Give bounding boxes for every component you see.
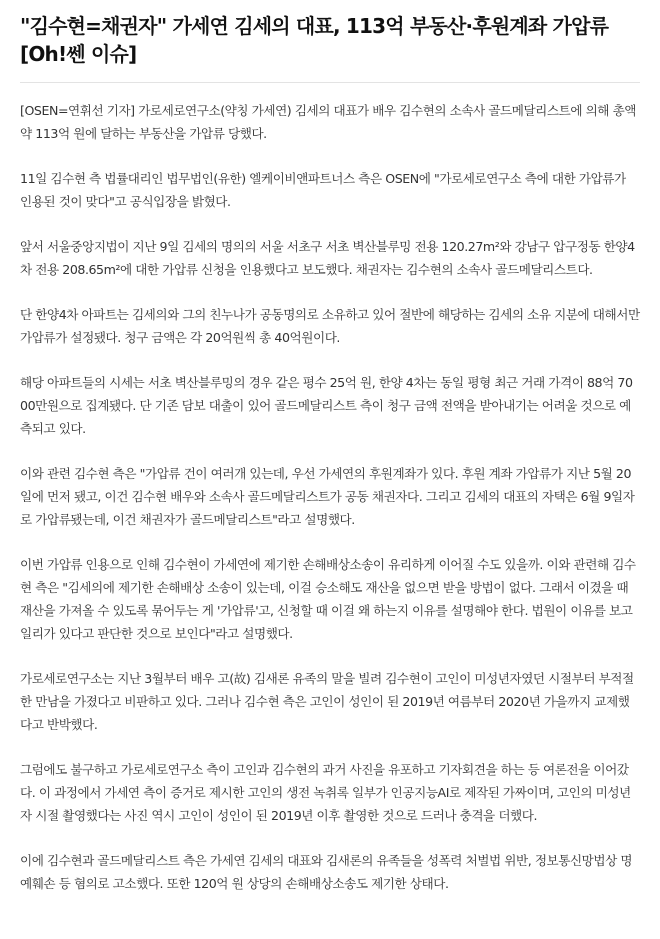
- article-paragraph: 이번 가압류 인용으로 인해 김수현이 가세연에 제기한 손해배상소송이 유리하게 이어질 수도 있을까. 이와 관련해 김수현 측은 "김세의에 제기한 손해배상 소송이 있는데, 이걸 승소해도 재산을 없으면 받을 방법이 없다. 그래서 이겼을 때 재산을 가져올 수 있도록 묶어두는 게 '가압류'고, 신청할 때 이걸 왜 하는지 이유를 설명해야 한다. 법원이 이유를 보고 일리가 있다고 판단한 것으로 보인다"라고 설명했다.: [20, 557, 636, 641]
- article-paragraph: 이와 관련 김수현 측은 "가압류 건이 여러개 있는데, 우선 가세연의 후원계좌가 있다. 후원 계좌 가압류가 지난 5월 20일에 먼저 됐고, 이건 김수현 배우와 소속사 골드메달리스트가 공동 채권자다. 그리고 김세의 대표의 자택은 6월 9일자로 가압류됐는데, 이건 채권자가 골드메달리스트"라고 설명했다.: [20, 466, 635, 527]
- article-headline: "김수현=채권자" 가세연 김세의 대표, 113억 부동산·후원계좌 가압류 [Oh!쎈 이슈]: [20, 14, 609, 66]
- article-paragraph: 이에 김수현과 골드메달리스트 측은 가세연 김세의 대표와 김새론의 유족들을 성폭력 처벌법 위반, 정보통신망법상 명예훼손 등 혐의로 고소했다. 또한 120억 원 상당의 손해배상소송도 제기한 상태다.: [20, 853, 633, 891]
- article-paragraph: 단 한양4차 아파트는 김세의와 그의 친누나가 공동명의로 소유하고 있어 절반에 해당하는 김세의 소유 지분에 대해서만 가압류가 설정됐다. 청구 금액은 각 20억원씩 총 40억원이다.: [20, 307, 640, 345]
- headline-divider: [20, 82, 640, 83]
- article-paragraph: 해당 아파트들의 시세는 서초 벽산블루밍의 경우 같은 평수 25억 원, 한양 4차는 동일 평형 최근 거래 가격이 88억 7000만원으로 집계됐다. 단 기존 담보 대출이 있어 골드메달리스트 측이 청구 금액 전액을 받아내기는 어려울 것으로 예측되고 있다.: [20, 375, 633, 436]
- article-paragraph: 11일 김수현 측 법률대리인 법무법인(유한) 엘케이비앤파트너스 측은 OSEN에 "가로세로연구소 측에 대한 가압류가 인용된 것이 맞다"고 공식입장을 밝혔다.: [20, 171, 626, 209]
- article-paragraph: 앞서 서울중앙지법이 지난 9일 김세의 명의의 서울 서초구 서초 벽산블루밍 전용 120.27m²와 강남구 압구정동 한양4차 전용 208.65m²에 대한 가압류 신청을 인용했다고 보도했다. 채권자는 김수현의 소속사 골드메달리스트다.: [20, 239, 635, 277]
- article-paragraph: 그럼에도 불구하고 가로세로연구소 측이 고인과 김수현의 과거 사진을 유포하고 기자회견을 하는 등 여론전을 이어갔다. 이 과정에서 가세연 측이 증거로 제시한 고인의 생전 녹취록 일부가 인공지능AI로 제작된 가짜이며, 고인의 미성년자 시절 촬영했다는 사진 역시 고인이 성인이 된 2019년 이후 촬영한 것으로 드러나 충격을 더했다.: [20, 762, 631, 823]
- article-paragraph: 가로세로연구소는 지난 3월부터 배우 고(故) 김새론 유족의 말을 빌려 김수현이 고인이 미성년자였던 시절부터 부적절한 만남을 가졌다고 비판하고 있다. 그러나 김수현 측은 고인이 성인이 된 2019년 여름부터 2020년 가을까지 교제했다고 반박했다.: [20, 671, 634, 732]
- article-body: [20, 99, 640, 895]
- article-paragraph: [OSEN=연휘선 기자] 가로세로연구소(약칭 가세연) 김세의 대표가 배우 김수현의 소속사 골드메달리스트에 의해 총액 약 113억 원에 달하는 부동산을 가압류 당했다.: [20, 103, 637, 141]
